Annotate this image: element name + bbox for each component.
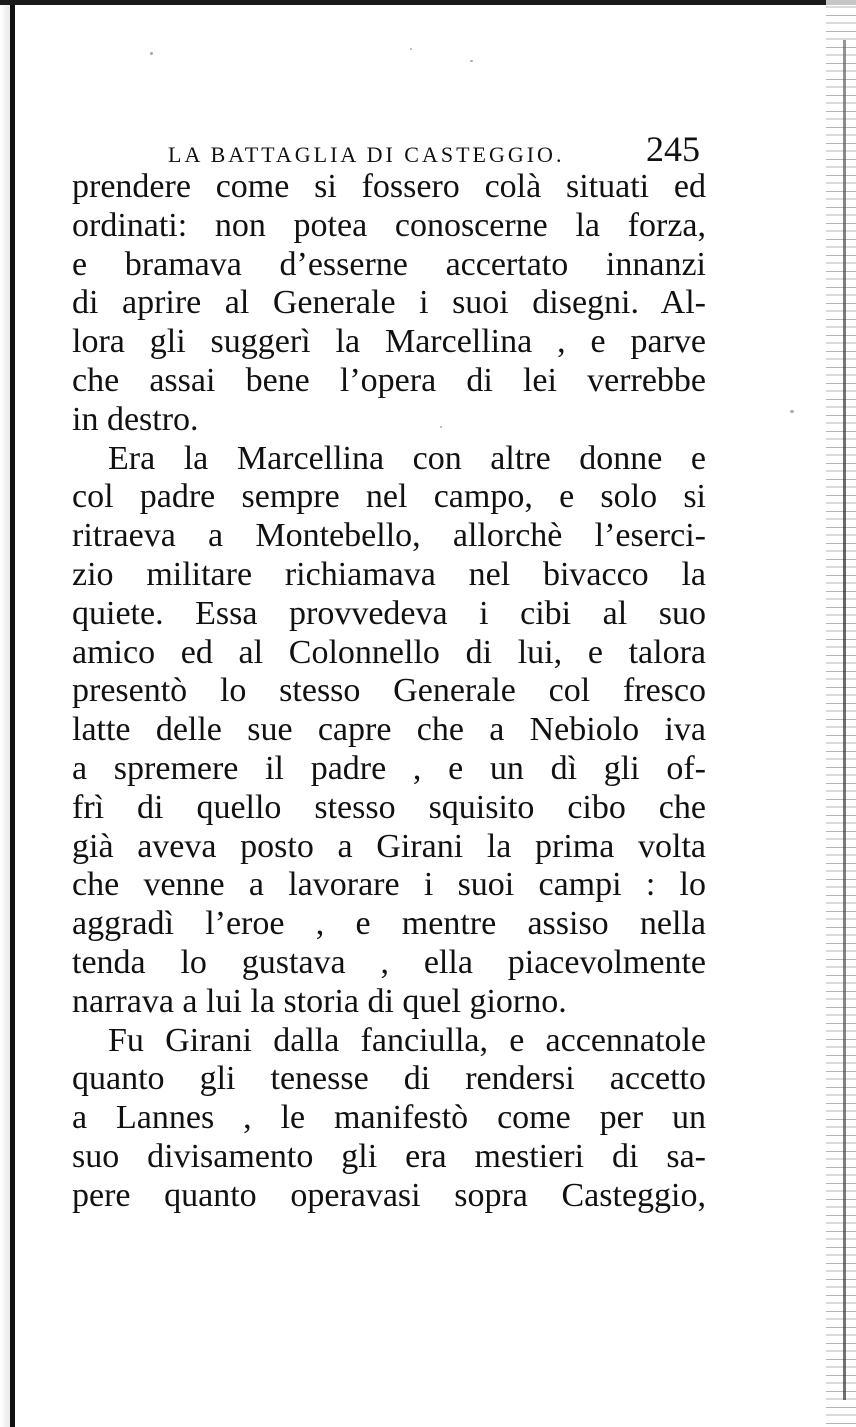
text-line: presentò lo stesso Generale col fresco — [72, 672, 706, 710]
text-line: di aprire al Generale i suoi disegni. Al- — [72, 284, 706, 322]
text-line: quanto gli tenesse di rendersi accetto — [72, 1060, 706, 1098]
page-number: 245 — [646, 129, 700, 169]
text-line: amico ed al Colonnello di lui, e talora — [72, 633, 706, 671]
text-line: che assai bene l’opera di lei verrebbe — [72, 361, 706, 399]
text-line: narrava a lui la storia di quel giorno. — [72, 982, 567, 1020]
body-text — [72, 168, 706, 1216]
text-line: Fu Girani dalla fanciulla, e accennatole — [108, 1021, 706, 1059]
text-line: frì di quello stesso squisito cibo che — [72, 788, 706, 826]
page-gutter-shadow — [0, 0, 10, 1427]
text-line: e bramava d’esserne accertato innanzi — [72, 245, 706, 283]
text-line: che venne a lavorare i suoi campi : lo — [72, 866, 706, 904]
page-top-edge — [0, 0, 856, 5]
text-line: zio militare richiamava nel bivacco la — [72, 555, 706, 593]
text-line: tenda lo gustava , ella piacevolmente — [72, 943, 706, 981]
text-line: a Lannes , le manifestò come per un — [72, 1099, 706, 1137]
text-line: pere quanto operavasi sopra Casteggio, — [72, 1176, 706, 1214]
text-line: a spremere il padre , e un dì gli of- — [72, 749, 706, 787]
page-right-edge-texture — [826, 0, 856, 1427]
page-binding-edge — [10, 0, 15, 1427]
text-line: ritraeva a Montebello, allorchè l’eserci- — [72, 517, 706, 555]
page-right-edge-line — [843, 40, 846, 1400]
text-line: lora gli suggerì la Marcellina , e parve — [72, 323, 706, 361]
text-line: col padre sempre nel campo, e solo si — [72, 478, 706, 516]
paper-speck — [790, 410, 794, 413]
text-line: aggradì l’eroe , e mentre assiso nella — [72, 905, 706, 943]
paper-speck — [150, 52, 153, 55]
text-line: quiete. Essa provvedeva i cibi al suo — [72, 594, 706, 632]
text-line: latte delle sue capre che a Nebiolo iva — [72, 711, 706, 749]
text-line: Era la Marcellina con altre donne e — [108, 439, 706, 477]
text-line: già aveva posto a Girani la prima volta — [72, 827, 706, 865]
text-line: ordinati: non potea conoscerne la forza, — [72, 206, 706, 244]
running-head: LA BATTAGLIA DI CASTEGGIO. — [168, 142, 565, 167]
paper-speck — [410, 48, 412, 50]
text-line: suo divisamento gli era mestieri di sa- — [72, 1137, 706, 1175]
text-line: in destro. — [72, 400, 199, 438]
page-header — [168, 128, 708, 172]
paper-speck — [470, 60, 473, 62]
text-line: prendere come si fossero colà situati ed — [72, 168, 706, 205]
